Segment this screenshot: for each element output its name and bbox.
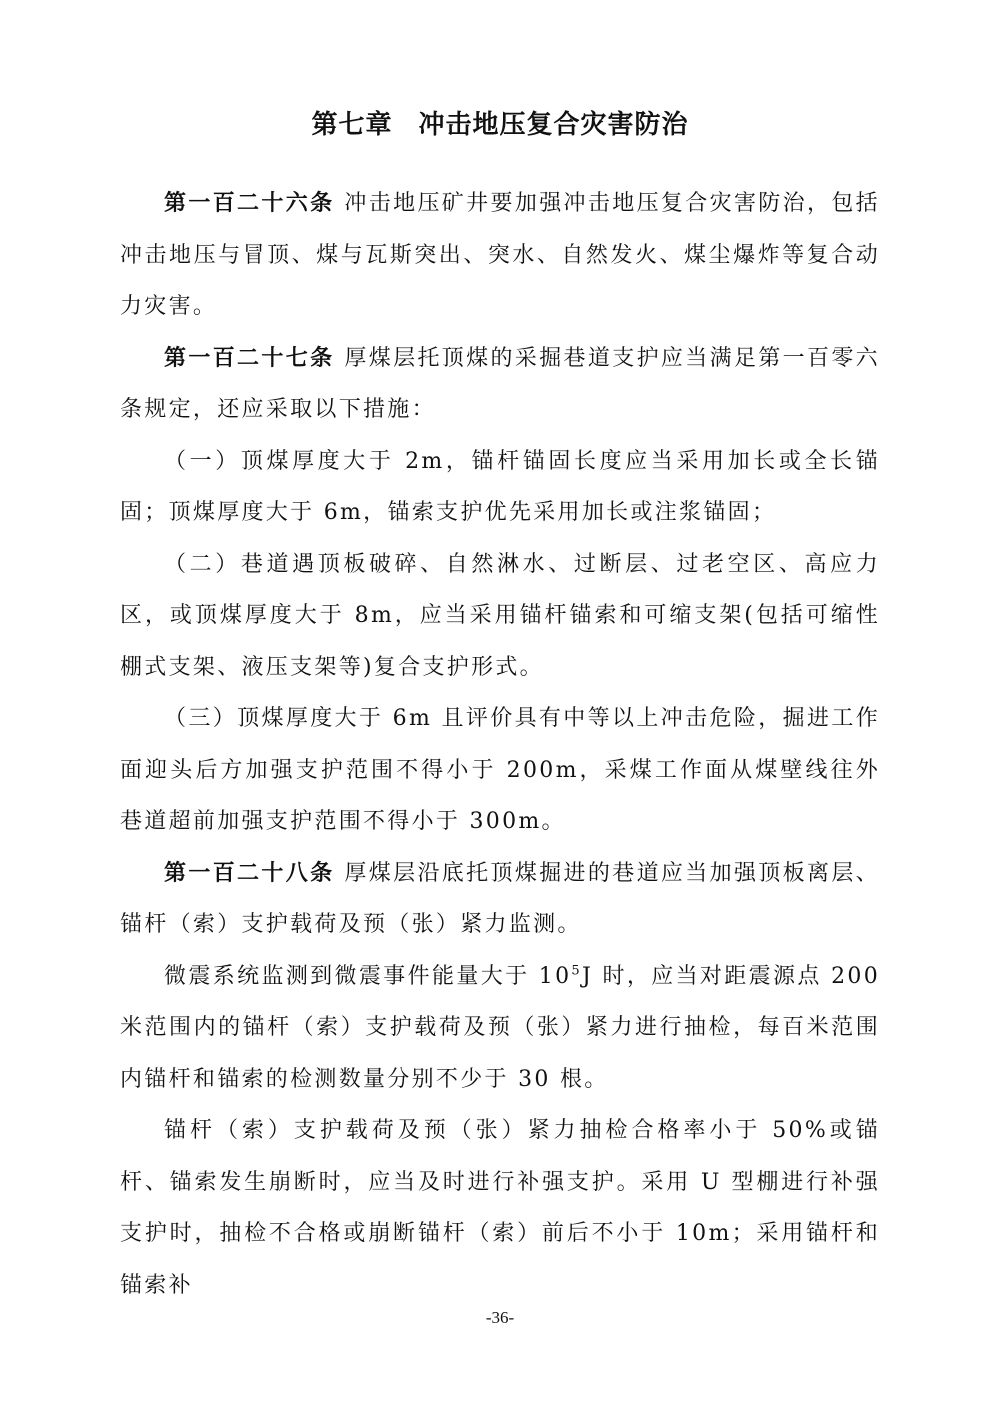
article-127-item-2: （二）巷道遇顶板破碎、自然淋水、过断层、过老空区、高应力区，或顶煤厚度大于 8m，应当采用锚杆锚索和可缩支架(包括可缩性棚式支架、液压支架等)复合支护形式。: [120, 551, 880, 680]
article-label: 第一百二十七条: [164, 345, 335, 371]
para-text-before: 微震系统监测到微震事件能量大于 10: [164, 963, 572, 989]
article-127-item-1: （一）顶煤厚度大于 2m，锚杆锚固长度应当采用加长或全长锚固；顶煤厚度大于 6m，锚索支护优先采用加长或注浆锚固；: [120, 448, 880, 525]
chapter-name: 冲击地压复合灾害防治: [418, 110, 689, 140]
article-text: 厚煤层托顶煤的采掘巷道支护应当满足第一百零六条规定，还应采取以下措施：: [120, 345, 880, 422]
article-126: [120, 178, 880, 333]
article-128: [120, 848, 880, 951]
article-127: [120, 333, 880, 436]
page-number: -36-: [485, 1308, 515, 1327]
article-label: 第一百二十八条: [164, 860, 335, 886]
document-body: [120, 178, 880, 1311]
article-text: 冲击地压矿井要加强冲击地压复合灾害防治，包括冲击地压与冒顶、煤与瓦斯突出、突水、自然发火、煤尘爆炸等复合动力灾害。: [120, 191, 880, 319]
article-127-item-3: （三）顶煤厚度大于 6m 且评价具有中等以上冲击危险，掘进工作面迎头后方加强支护范围不得小于 200m，采煤工作面从煤壁线往外巷道超前加强支护范围不得小于 300m。: [120, 706, 880, 834]
article-label: 第一百二十六条: [164, 191, 335, 216]
article-text: 厚煤层沿底托顶煤掘进的巷道应当加强顶板离层、锚杆（索）支护载荷及预（张）紧力监测。: [120, 860, 880, 937]
article-128-para-2: [120, 951, 880, 1106]
article-128-para-3: 锚杆（索）支护载荷及预（张）紧力抽检合格率小于 50%或锚杆、锚索发生崩断时，应当及时进行补强支护。采用 U 型棚进行补强支护时，抽检不合格或崩断锚杆（索）前后不小于 10m；采用锚杆和锚索补: [120, 1118, 880, 1298]
chapter-title: [0, 104, 1000, 141]
exponent: 5: [571, 963, 582, 979]
chapter-label: 第七章: [311, 110, 393, 140]
para-text-after: J 时，应当对距震源点 200 米范围内的锚杆（索）支护载荷及预（张）紧力进行抽检，每百米范围内锚杆和锚索的检测数量分别不少于 30 根。: [120, 963, 880, 1092]
